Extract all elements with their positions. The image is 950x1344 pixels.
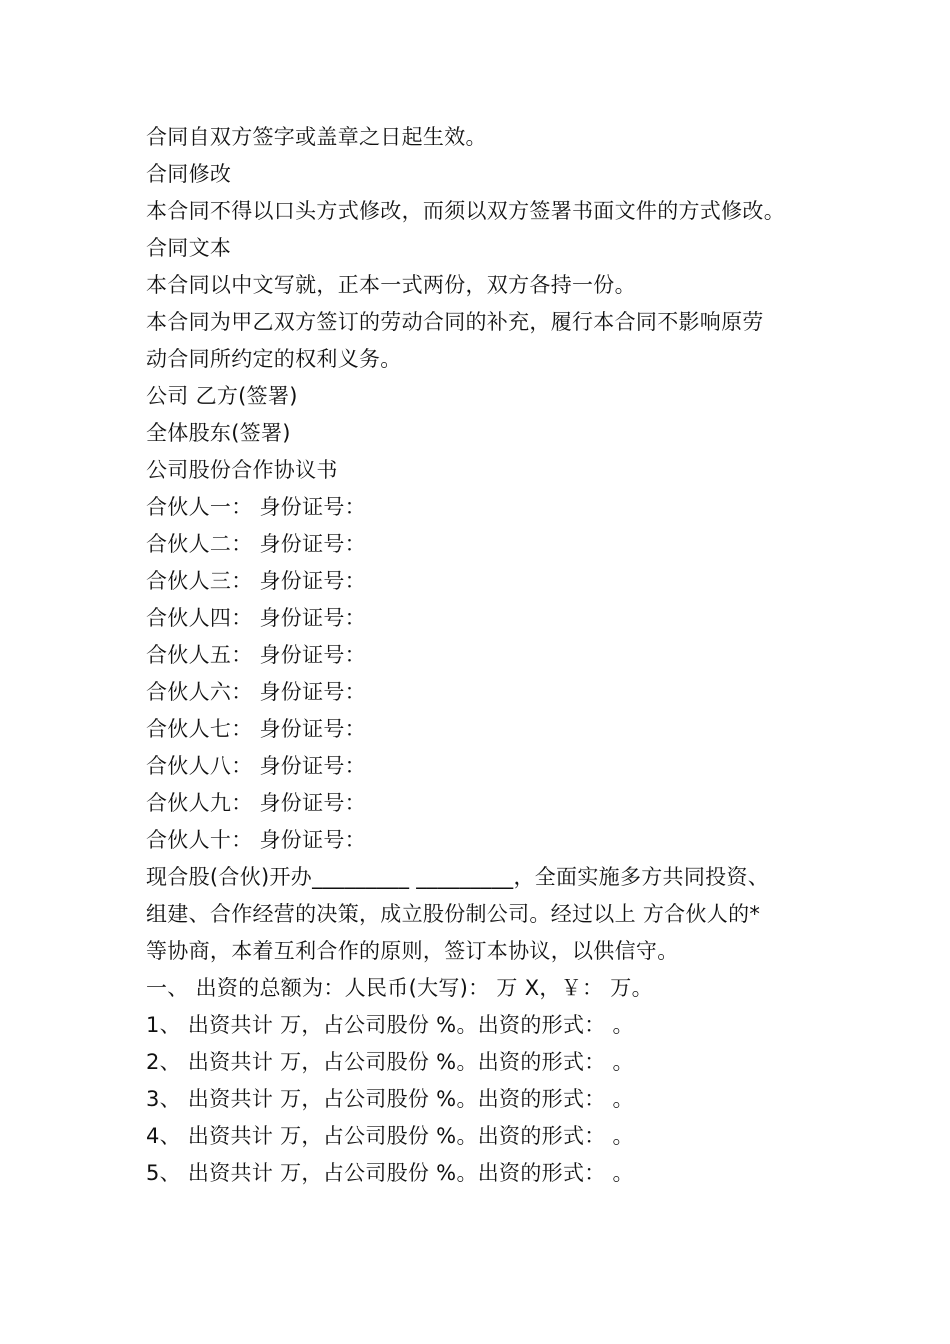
partner-line: 合伙人二： 身份证号： <box>146 532 366 556</box>
text-line: 本合同不得以口头方式修改，而须以双方签署书面文件的方式修改。 <box>146 199 785 223</box>
text-line: 动合同所约定的权利义务。 <box>146 347 402 371</box>
partner-line: 合伙人一： 身份证号： <box>146 495 366 519</box>
contribution-line: 2、 出资共计 万，占公司股份 %。出资的形式： 。 <box>146 1050 634 1074</box>
section-heading: 合同文本 <box>146 236 232 260</box>
text-line: 本合同以中文写就，正本一式两份，双方各持一份。 <box>146 273 636 297</box>
signature-line: 全体股东(签署) <box>146 421 291 445</box>
text-line: 本合同为甲乙双方签订的劳动合同的补充，履行本合同不影响原劳 <box>146 310 764 334</box>
contribution-line: 5、 出资共计 万，占公司股份 %。出资的形式： 。 <box>146 1161 634 1185</box>
contribution-line: 1、 出资共计 万，占公司股份 %。出资的形式： 。 <box>146 1013 634 1037</box>
text-line: 组建、合作经营的决策，成立股份制公司。经过以上 方合伙人的* <box>146 902 761 926</box>
contribution-line: 3、 出资共计 万，占公司股份 %。出资的形式： 。 <box>146 1087 634 1111</box>
partner-line: 合伙人三： 身份证号： <box>146 569 366 593</box>
partner-line: 合伙人四： 身份证号： <box>146 606 366 630</box>
partner-line: 合伙人七： 身份证号： <box>146 717 366 741</box>
clause-line: 一、 出资的总额为：人民币(大写)： 万 X，￥： 万。 <box>146 976 653 1000</box>
document-body <box>146 119 826 1192</box>
text-line: 现合股(合伙)开办_________ _________，全面实施多方共同投资、 <box>146 865 770 889</box>
partner-line: 合伙人十： 身份证号： <box>146 828 366 852</box>
contribution-line: 4、 出资共计 万，占公司股份 %。出资的形式： 。 <box>146 1124 634 1148</box>
text-line: 等协商，本着互利合作的原则，签订本协议，以供信守。 <box>146 939 679 963</box>
text-line: 合同自双方签字或盖章之日起生效。 <box>146 125 487 149</box>
partner-line: 合伙人六： 身份证号： <box>146 680 366 704</box>
partner-line: 合伙人九： 身份证号： <box>146 791 366 815</box>
section-heading: 合同修改 <box>146 162 232 186</box>
partner-line: 合伙人五： 身份证号： <box>146 643 366 667</box>
partner-line: 合伙人八： 身份证号： <box>146 754 366 778</box>
signature-line: 公司 乙方(签署) <box>146 384 298 408</box>
document-title: 公司股份合作协议书 <box>146 458 338 482</box>
